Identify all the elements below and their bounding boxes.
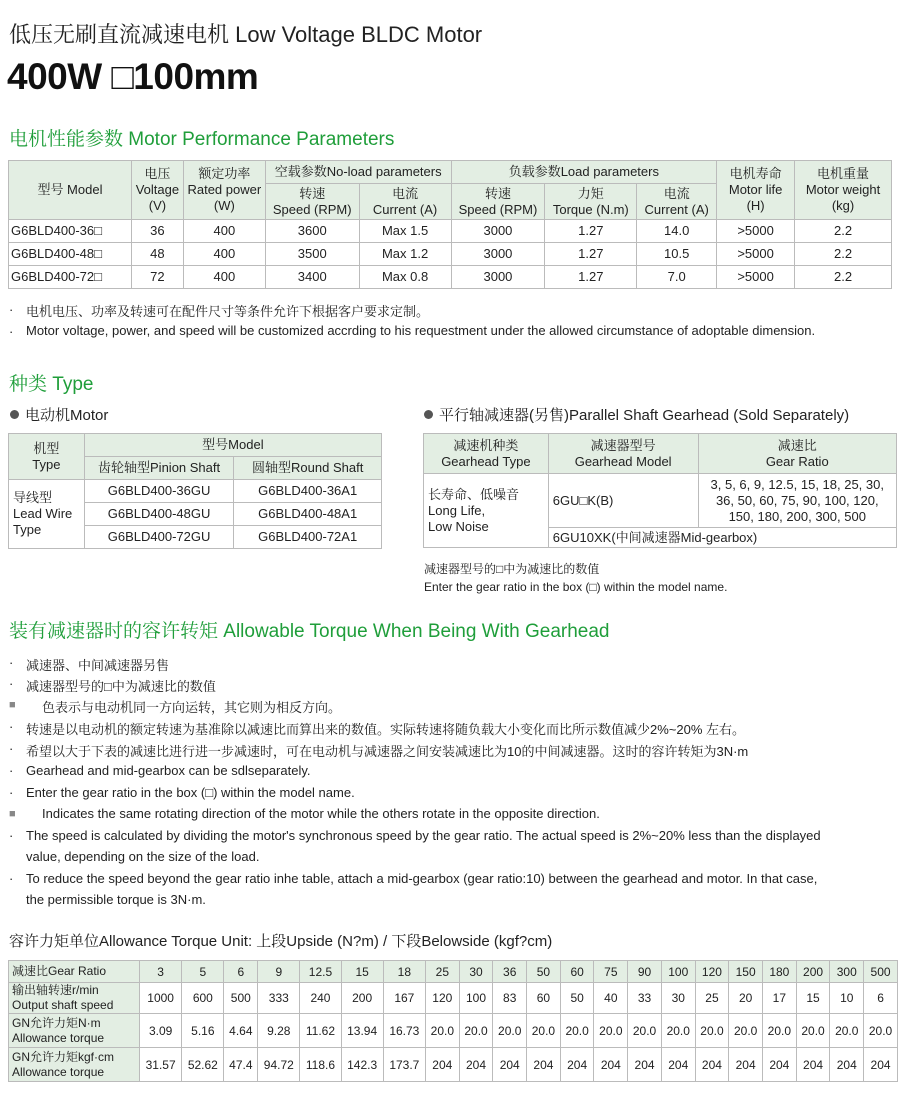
- torque-cell: 240: [300, 983, 341, 1014]
- torque-cell: 36: [493, 961, 527, 983]
- gearhead-type-value: 长寿命、低噪音 Long Life, Low Noise: [424, 474, 549, 548]
- gearhead-note-cn: 减速器型号的□中为减速比的数值: [424, 562, 600, 576]
- bullet-text: Indicates the same rotating direction of the motor while the others rotate in the opposite direction.: [42, 806, 600, 821]
- bullet-text: 减速器、中间减速器另售: [26, 658, 170, 673]
- value-cell: >5000: [717, 220, 795, 243]
- lead-wire-type: 导线型 Lead Wire Type: [9, 480, 85, 549]
- torque-cell: 15: [341, 961, 383, 983]
- performance-table: [8, 160, 892, 289]
- performance-note-en: Motor voltage, power, and speed will be customized accrding to his requestment under the allowed circumstance of adoptable dimension.: [26, 323, 816, 338]
- performance-row: [9, 220, 892, 243]
- torque-cell: 11.62: [300, 1014, 341, 1048]
- round-model: G6BLD400-36A1: [234, 480, 382, 503]
- torque-cell: 180: [763, 961, 797, 983]
- torque-cell: 6: [224, 961, 258, 983]
- bullet-mark: ·: [9, 828, 14, 843]
- torque-cell: 20.0: [864, 1014, 898, 1048]
- header-rated-power: 额定功率 Rated power (W): [183, 161, 265, 220]
- torque-cell: 204: [459, 1048, 493, 1082]
- torque-cell: 17: [763, 983, 797, 1014]
- gear-ratio-value: 3, 5, 6, 9, 12.5, 15, 18, 25, 30, 36, 50, 60, 75, 90, 100, 120, 150, 180, 200, 300, 500: [698, 474, 896, 528]
- bullet-text: 转速是以电动机的额定转速为基准除以减速比而算出来的数值。实际转速将随负载大小变化而比所示数值减少2%~20% 左右。: [26, 722, 746, 737]
- torque-cell: 4.64: [224, 1014, 258, 1048]
- mid-gearbox: 6GU10XK(中间减速器Mid-gearbox): [548, 528, 896, 548]
- value-cell: 14.0: [637, 220, 717, 243]
- torque-cell: 20.0: [527, 1014, 561, 1048]
- torque-cell: 204: [425, 1048, 459, 1082]
- header-l-torque: 力矩 Torque (N.m): [545, 184, 637, 220]
- torque-cell: 15: [796, 983, 830, 1014]
- value-cell: 10.5: [637, 243, 717, 266]
- torque-cell: 83: [493, 983, 527, 1014]
- row-label: 减速比Gear Ratio: [9, 961, 140, 983]
- value-cell: 2.2: [795, 266, 892, 289]
- torque-cell: 47.4: [224, 1048, 258, 1082]
- bullet-mark: ·: [9, 763, 14, 778]
- torque-cell: 50: [560, 983, 594, 1014]
- gear-ratio-row: [9, 961, 898, 983]
- torque-cell: 20.0: [729, 1014, 763, 1048]
- torque-cell: 204: [661, 1048, 695, 1082]
- torque-cell: 204: [796, 1048, 830, 1082]
- value-cell: 3400: [265, 266, 359, 289]
- bullet-text: 减速器型号的□中为减速比的数值: [26, 679, 216, 694]
- torque-cell: 20: [729, 983, 763, 1014]
- header-voltage: 电压 Voltage (V): [131, 161, 183, 220]
- torque-cell: 20.0: [425, 1014, 459, 1048]
- page-title: 低压无刷直流减速电机 Low Voltage BLDC Motor: [9, 22, 483, 47]
- value-cell: Max 1.2: [359, 243, 451, 266]
- torque-cell: 200: [796, 961, 830, 983]
- gearhead-table: [423, 433, 897, 548]
- header-life: 电机寿命 Motor life (H): [717, 161, 795, 220]
- value-cell: 1.27: [545, 220, 637, 243]
- value-cell: 2.2: [795, 220, 892, 243]
- value-cell: 72: [131, 266, 183, 289]
- header-l-speed: 转速 Speed (RPM): [451, 184, 545, 220]
- torque-cell: 20.0: [493, 1014, 527, 1048]
- torque-cell: 20.0: [661, 1014, 695, 1048]
- torque-cell: 20.0: [796, 1014, 830, 1048]
- value-cell: 2.2: [795, 243, 892, 266]
- torque-nm-row: [9, 1014, 898, 1048]
- bullet-text: 色表示与电动机同一方向运转，其它则为相反方向。: [42, 700, 342, 715]
- torque-cell: 75: [594, 961, 628, 983]
- header-l-current: 电流 Current (A): [637, 184, 717, 220]
- torque-cell: 10: [830, 983, 864, 1014]
- value-cell: 1.27: [545, 266, 637, 289]
- bullet-text: The speed is calculated by dividing the motor's synchronous speed by the gear ratio. The actual speed is 2%~20% less than the displayed: [26, 828, 821, 843]
- note-mark: ·: [9, 302, 14, 317]
- torque-cell: 5: [182, 961, 224, 983]
- performance-heading: 电机性能参数 Motor Performance Parameters: [9, 129, 395, 150]
- torque-cell: 60: [560, 961, 594, 983]
- allowable-heading: 装有减速器时的容许转矩 Allowable Torque When Being With Gearhead: [9, 621, 610, 642]
- output-speed-row: [9, 983, 898, 1014]
- row-label: GN允许力矩N·m Allowance torque: [9, 1014, 140, 1048]
- torque-cell: 20.0: [628, 1014, 662, 1048]
- value-cell: 3000: [451, 220, 545, 243]
- header-nl-speed: 转速 Speed (RPM): [265, 184, 359, 220]
- torque-cell: 5.16: [182, 1014, 224, 1048]
- torque-cell: 500: [864, 961, 898, 983]
- round-model: G6BLD400-48A1: [234, 503, 382, 526]
- row-label: GN允许力矩kgf·cm Allowance torque: [9, 1048, 140, 1082]
- torque-cell: 16.73: [383, 1014, 425, 1048]
- bullet-mark: ·: [9, 676, 14, 691]
- header-no-load: 空载参数No-load parameters: [265, 161, 451, 184]
- torque-cell: 20.0: [560, 1014, 594, 1048]
- torque-cell: 3: [140, 961, 182, 983]
- bullet-text: the permissible torque is 3N·m.: [26, 892, 206, 907]
- torque-kgf-row: [9, 1048, 898, 1082]
- torque-cell: 204: [594, 1048, 628, 1082]
- model-cell: G6BLD400-48□: [9, 243, 132, 266]
- bullet-text: Enter the gear ratio in the box (□) within the model name.: [26, 785, 355, 800]
- performance-row: [9, 266, 892, 289]
- torque-cell: 33: [628, 983, 662, 1014]
- bullet-mark: ■: [9, 699, 16, 711]
- bullet-mark: ·: [9, 719, 14, 734]
- bullet-dot-icon: [424, 410, 433, 419]
- gearhead-note-en: Enter the gear ratio in the box (□) within the model name.: [424, 580, 728, 594]
- model-cell: G6BLD400-36□: [9, 220, 132, 243]
- value-cell: 400: [183, 243, 265, 266]
- header-nl-current: 电流 Current (A): [359, 184, 451, 220]
- motor-model-header: 型号Model: [84, 434, 381, 457]
- round-shaft-header: 圆轴型Round Shaft: [234, 457, 382, 480]
- row-label: 输出轴转速r/min Output shaft speed: [9, 983, 140, 1014]
- torque-cell: 6: [864, 983, 898, 1014]
- torque-cell: 20.0: [830, 1014, 864, 1048]
- torque-cell: 204: [493, 1048, 527, 1082]
- bullet-text: To reduce the speed beyond the gear ratio inhe table, attach a mid-gearbox (gear ratio:10) between the gearhead and motor. In that case,: [26, 871, 818, 886]
- torque-cell: 25: [695, 983, 729, 1014]
- pinion-model: G6BLD400-72GU: [84, 526, 234, 549]
- torque-cell: 94.72: [258, 1048, 300, 1082]
- type-heading: 种类 Type: [9, 374, 94, 395]
- torque-cell: 3.09: [140, 1014, 182, 1048]
- torque-cell: 120: [425, 983, 459, 1014]
- torque-cell: 1000: [140, 983, 182, 1014]
- torque-cell: 60: [527, 983, 561, 1014]
- gearhead-subheading: 平行轴减速器(另售)Parallel Shaft Gearhead (Sold Separately): [424, 404, 849, 425]
- torque-cell: 173.7: [383, 1048, 425, 1082]
- motor-type-header: 机型 Type: [9, 434, 85, 480]
- value-cell: 400: [183, 266, 265, 289]
- gear-ratio-header: 减速比 Gear Ratio: [698, 434, 896, 474]
- torque-cell: 204: [560, 1048, 594, 1082]
- value-cell: 400: [183, 220, 265, 243]
- torque-cell: 20.0: [459, 1014, 493, 1048]
- pinion-model: G6BLD400-48GU: [84, 503, 234, 526]
- torque-cell: 100: [661, 961, 695, 983]
- motor-subheading: 电动机Motor: [10, 404, 108, 425]
- torque-table: [8, 960, 898, 1082]
- torque-cell: 50: [527, 961, 561, 983]
- value-cell: >5000: [717, 266, 795, 289]
- torque-cell: 20.0: [695, 1014, 729, 1048]
- torque-cell: 120: [695, 961, 729, 983]
- torque-cell: 333: [258, 983, 300, 1014]
- bullet-mark: ·: [9, 871, 14, 886]
- value-cell: Max 1.5: [359, 220, 451, 243]
- value-cell: 1.27: [545, 243, 637, 266]
- torque-cell: 600: [182, 983, 224, 1014]
- torque-cell: 13.94: [341, 1014, 383, 1048]
- value-cell: 3000: [451, 266, 545, 289]
- bullet-mark: ■: [9, 808, 16, 820]
- gearhead-type-header: 减速机种类 Gearhead Type: [424, 434, 549, 474]
- model-cell: G6BLD400-72□: [9, 266, 132, 289]
- torque-cell: 142.3: [341, 1048, 383, 1082]
- torque-cell: 204: [864, 1048, 898, 1082]
- value-cell: 3600: [265, 220, 359, 243]
- header-weight: 电机重量 Motor weight (kg): [795, 161, 892, 220]
- note-mark: ·: [9, 324, 14, 339]
- bullet-text: 希望以大于下表的减速比进行进一步减速时，可在电动机与减速器之间安装减速比为10的中间减速器。这时的容许转矩为3N·m: [26, 744, 749, 759]
- torque-cell: 52.62: [182, 1048, 224, 1082]
- torque-cell: 30: [661, 983, 695, 1014]
- value-cell: 7.0: [637, 266, 717, 289]
- value-cell: 3500: [265, 243, 359, 266]
- torque-cell: 20.0: [594, 1014, 628, 1048]
- torque-table-heading: 容许力矩单位Allowance Torque Unit: 上段Upside (N?m) / 下段Belowside (kgf?cm): [9, 933, 553, 950]
- torque-cell: 204: [695, 1048, 729, 1082]
- torque-cell: 90: [628, 961, 662, 983]
- pinion-shaft-header: 齿轮轴型Pinion Shaft: [84, 457, 234, 480]
- torque-cell: 150: [729, 961, 763, 983]
- gearhead-model-value: 6GU□K(B): [548, 474, 698, 528]
- performance-note-cn: 电机电压、功率及转速可在配件尺寸等条件允许下根据客户要求定制。: [26, 304, 430, 319]
- gearhead-model-header: 减速器型号 Gearhead Model: [548, 434, 698, 474]
- torque-cell: 204: [763, 1048, 797, 1082]
- product-spec: 400W □100mm: [7, 56, 259, 97]
- torque-cell: 204: [729, 1048, 763, 1082]
- pinion-model: G6BLD400-36GU: [84, 480, 234, 503]
- torque-cell: 500: [224, 983, 258, 1014]
- bullet-text: Gearhead and mid-gearbox can be sdlseparately.: [26, 763, 311, 778]
- value-cell: 3000: [451, 243, 545, 266]
- header-model: 型号 Model: [9, 161, 132, 220]
- torque-cell: 204: [527, 1048, 561, 1082]
- torque-cell: 9.28: [258, 1014, 300, 1048]
- header-load: 负载参数Load parameters: [451, 161, 717, 184]
- bullet-text: value, depending on the size of the load.: [26, 849, 260, 864]
- torque-cell: 30: [459, 961, 493, 983]
- torque-cell: 25: [425, 961, 459, 983]
- torque-cell: 167: [383, 983, 425, 1014]
- value-cell: 48: [131, 243, 183, 266]
- bullet-mark: ·: [9, 741, 14, 756]
- value-cell: 36: [131, 220, 183, 243]
- torque-cell: 40: [594, 983, 628, 1014]
- value-cell: >5000: [717, 243, 795, 266]
- performance-row: [9, 243, 892, 266]
- torque-cell: 204: [628, 1048, 662, 1082]
- torque-cell: 118.6: [300, 1048, 341, 1082]
- torque-cell: 9: [258, 961, 300, 983]
- round-model: G6BLD400-72A1: [234, 526, 382, 549]
- torque-cell: 100: [459, 983, 493, 1014]
- bullet-dot-icon: [10, 410, 19, 419]
- bullet-mark: ·: [9, 785, 14, 800]
- torque-cell: 300: [830, 961, 864, 983]
- bullet-mark: ·: [9, 655, 14, 670]
- torque-cell: 31.57: [140, 1048, 182, 1082]
- motor-type-table: [8, 433, 382, 549]
- torque-cell: 18: [383, 961, 425, 983]
- torque-cell: 204: [830, 1048, 864, 1082]
- torque-cell: 20.0: [763, 1014, 797, 1048]
- torque-cell: 200: [341, 983, 383, 1014]
- value-cell: Max 0.8: [359, 266, 451, 289]
- torque-cell: 12.5: [300, 961, 341, 983]
